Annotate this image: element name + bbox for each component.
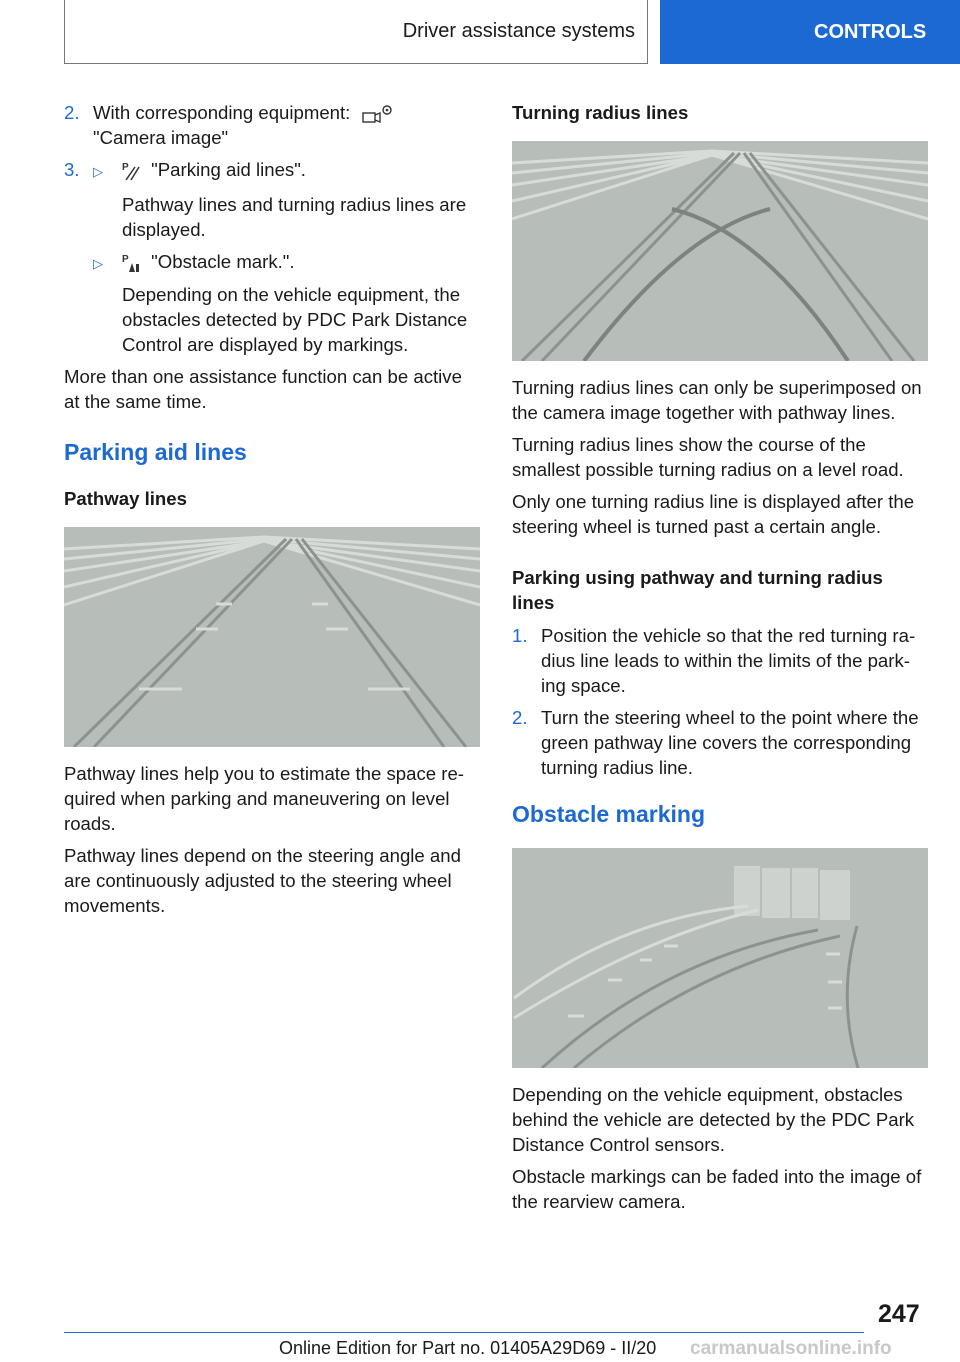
obstacle-mark-icon (122, 253, 142, 273)
paragraph: Turning radius lines show the course of the smallest possible turning radius on a level road. (512, 434, 904, 480)
subheading-pathway-lines: Pathway lines (64, 488, 187, 510)
svg-text:P: P (122, 254, 129, 266)
paragraph: More than one assistance function can be active at the same time. (64, 366, 462, 413)
sub-option-label: "Obstacle mark.". (151, 251, 295, 273)
step-text: With corresponding equipment: (93, 102, 351, 123)
parking-lines-icon (122, 161, 142, 181)
sub-option-obstacle (93, 249, 480, 276)
turning-radius-figure (512, 141, 928, 361)
step-text: Turn the steering wheel to the point where the green pathway line covers the corresponding turning radius line. (541, 707, 919, 778)
obstacle-marking-figure (512, 848, 928, 1068)
bullet-triangle-icon: ▷ (93, 256, 103, 272)
step-number: 1. (512, 625, 528, 646)
sub-option-description: Pathway lines and turning radius lines are displayed. (122, 194, 467, 241)
step-1 (512, 623, 928, 698)
heading-parking-aid-lines: Parking aid lines (64, 439, 247, 466)
step-text-line2: "Camera image" (93, 127, 229, 149)
paragraph: Pathway lines depend on the steering angle and are continuously adjusted to the steering wheel movements. (64, 845, 461, 917)
left-column (64, 100, 480, 925)
heading-obstacle-marking: Obstacle marking (512, 801, 706, 827)
subheading-parking-using-lines: Parking using pathway and turning radius lines (512, 567, 883, 613)
footer-edition: Online Edition for Part no. 01405A29D69 - II/20 (279, 1338, 657, 1358)
chapter-title: CONTROLS (814, 20, 927, 43)
watermark: carmanualsonline.info (690, 1338, 892, 1359)
header-chapter-tab (660, 0, 960, 64)
step-number: 2. (512, 707, 528, 728)
step-number: 3. (64, 159, 80, 181)
sub-option-description: Depending on the vehicle equipment, the obstacles detected by PDC Park Distance Control are displayed by markings. (122, 284, 468, 356)
camera-settings-icon (360, 103, 394, 125)
step-3 (64, 157, 480, 184)
paragraph: Turning radius lines can only be superimposed on the camera image together with pathway lines. (512, 377, 922, 423)
paragraph: Only one turning radius line is displayed after the steering wheel is turned past a certain angle. (512, 491, 915, 537)
page-number: 247 (878, 1300, 920, 1328)
step-text: Position the vehicle so that the red turning radius line leads to within the limits of the parking space. (541, 625, 916, 696)
pathway-lines-figure (64, 527, 480, 747)
svg-text:P: P (122, 162, 129, 174)
paragraph: Depending on the vehicle equipment, obstacles behind the vehicle are detected by the PDC Park Distance Control sensors. (512, 1084, 915, 1155)
sub-option-label: "Parking aid lines". (151, 159, 306, 181)
bullet-triangle-icon: ▷ (93, 164, 103, 180)
footer-divider (64, 1332, 864, 1333)
step-number: 2. (64, 102, 80, 123)
header-section-title (64, 0, 648, 64)
subheading-turning-radius-lines: Turning radius lines (512, 102, 689, 123)
paragraph: Pathway lines help you to estimate the space required when parking and maneuvering on level roads. (64, 763, 464, 835)
right-column (512, 100, 928, 1221)
step-2 (64, 100, 480, 150)
paragraph: Obstacle markings can be faded into the image of the rearview camera. (512, 1166, 922, 1212)
step-2 (512, 705, 928, 780)
section-title: Driver assistance systems (402, 20, 635, 42)
